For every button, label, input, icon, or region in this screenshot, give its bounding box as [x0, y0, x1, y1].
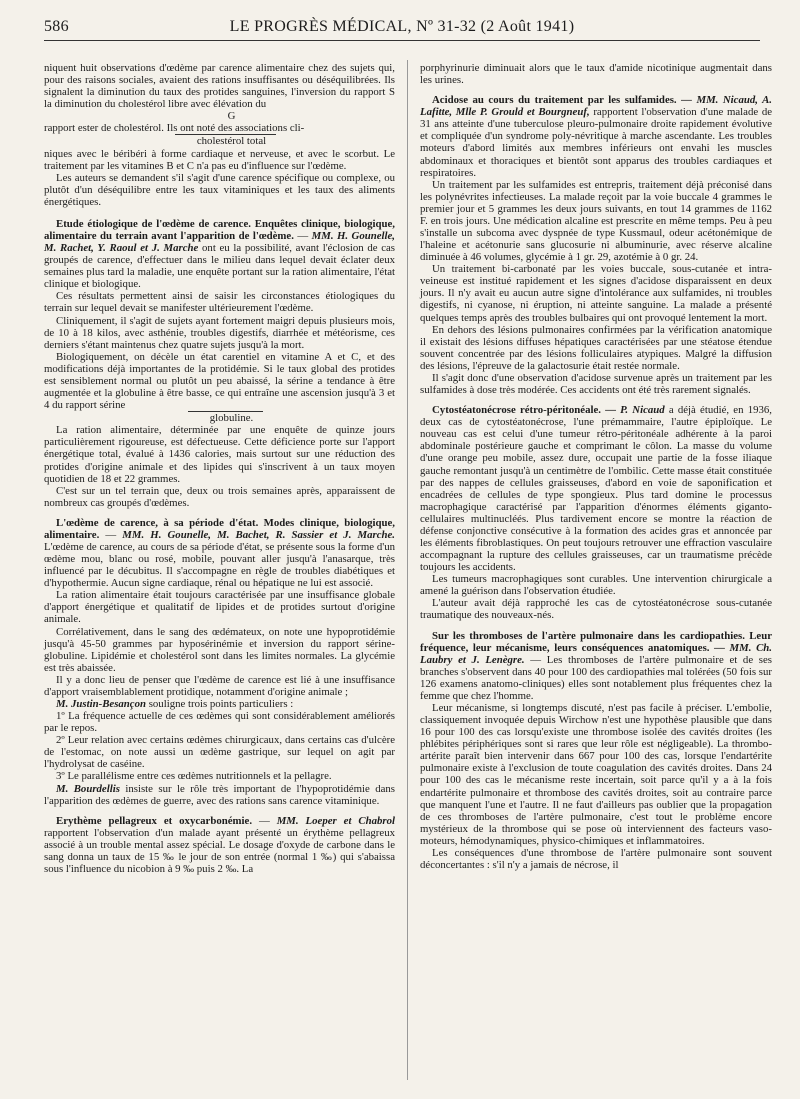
section-authors: MM. H. Gounelle, M. Bachet, R. Sassier et J. Marche. — [122, 528, 395, 541]
paragraph: 1º La fréquence actuelle de ces œdèmes qui sont considérablement améliorés par le repos. — [44, 710, 395, 735]
paragraph: porphyrinurie diminuait alors que le taux d'amide nicotinique augmentait dans les urines. — [420, 62, 772, 87]
paragraph: Leur mécanisme, si longtemps discuté, n'est pas facile à préciser. L'embolie, classiquement invoquée depuis Wirchow n'est une hypothèse plausible que dans 16 pour 100 des cas lorsqu'existe une thrombose isolée des cavités droites (les phlébites périphériques sont si rares que leur rôle est négligeable). La thrombo-artérite paraît bien intervenir dans 667 pour 100 des cas, lorsque l'endartérite pulmonaire existe à l'exclusion de toute coagulation des cavités droites. Dans 24 pour 100 des cas le mécanisme reste incertain, soit parce qu'il y a à la fois endartérite pulmonaire et thrombose des cavités droites, soit au contraire parce que manquent l'une et l'autre. Il ne faut d'ailleurs pas oublier que la propagation de ces thromboses de l'artère pulmonaire, c'est tout le problème encore mystérieux de la thrombose qui se pose où interviennent des facteurs vaso-moteurs, hémodynamiques, physico-chimiques et inflammatoires. — [420, 701, 772, 847]
paragraph: La ration alimentaire, déterminée par une enquête de quinze jours particulièrement rigoureuse, est défectueuse. Cette déficience porte sur l'apport énergétique total, évalué à 1436 calories, mais surtout sur une réduction des protides d'origine animale et des lipides qui s'inscrivent à un taux moyen quotidien de 18 et 22 grammes. — [44, 424, 395, 485]
paragraph: M. Bourdellis insiste sur le rôle très important de l'hypoprotidémie dans l'apparition des œdèmes de guerre, avec des rations sans carence vitaminique. — [44, 782, 396, 807]
section-title: Sur les thromboses de l'artère pulmonaire dans les cardiopathies. Leur fréquence, leur mécanisme, leurs conséquences anatomiques. — [420, 629, 772, 654]
left-column — [44, 62, 395, 875]
section-authors: — MM. Ch. Laubry et J. Lenègre. — [420, 641, 772, 666]
formula-denominator: globuline. — [44, 411, 395, 424]
paragraph: Biologiquement, on décèle un état carentiel en vitamine A et C, et des modifications déjà importantes de la protidémie. Si le taux global des protides est sensiblement normal ou plutôt un peu abaissé, la sérine a tendance à être augmentée et la globuline à être basse, ce qui entraîne une ascension jusqu'à 3 et 4 du rapport sérine — [44, 350, 395, 412]
paragraph: Un traitement bi-carbonaté par les voies buccale, sous-cutanée et intra-veineuse est institué rapidement et les signes d'acidose disparaissent en deux jours. Il n'y avait eu aucun autre signe d'intolérance aux sulfamides, ni troubles digestifs, ni cyanose, ni éruption, ni atteinte sanguine. La malade a présenté quelques temps après des troubles bulbaires qui ont provoqué lentement la mort. — [420, 263, 772, 324]
paragraph: Corrélativement, dans le sang des œdémateux, on note une hypoprotidémie jusqu'à 45-50 grammes par hyposérinémie et inversion du rapport sérine-globuline. Lipidémie et cholestérol sont dans les limites normales. La glycémie est très abaissée. — [44, 625, 395, 674]
section-authors: MM. Loeper et Chabrol — [276, 814, 395, 827]
section-authors: — P. Nicaud — [605, 404, 665, 417]
paragraph: Ces résultats permettent ainsi de saisir les circonstances étiologiques du terrain sur lequel devait se manifester ultérieurement l'œdème. — [44, 290, 395, 315]
paragraph: Il s'agit donc d'une observation d'acidose survenue après un traitement par les sulfamides à dose très modérée. Ces accidents ont été très rarement signalés. — [420, 371, 772, 397]
paragraph: 2º Leur relation avec certains œdèmes chirurgicaux, dans certains cas d'ulcère de l'estomac, on note aussi un œdème gastrique, sur lequel on agit par l'hydrolysat de caséine. — [44, 734, 395, 771]
paragraph: rapport ester de cholestérol. Ils ont noté des associations cli- — [44, 122, 305, 135]
paragraph: L'auteur avait déjà rapproché les cas de cytostéatonécrose sous-cutanée traumatique des nouveaux-nés. — [420, 597, 772, 622]
paragraph: 3º Le parallélisme entre ces œdèmes nutritionnels et la pellagre. — [56, 770, 332, 783]
right-column — [420, 62, 772, 871]
paragraph: Les conséquences d'une thrombose de l'artère pulmonaire sont souvent déconcertantes : s'il n'y a jamais de nécrose, il — [420, 846, 772, 871]
section-title: Etude étiologique de l'œdème de carence. Enquêtes clinique, biologique, alimentaire du terrain avant l'apparition de l'œdème. — [44, 217, 395, 243]
section-authors: — MM. Nicaud, A. Lafitte, Mlle P. Grould et Bourgneuf, — [420, 94, 772, 119]
section-title: Cytostéatonécrose rétro-péritonéale. — [432, 404, 601, 417]
section-abstract: L'œdème de carence, à sa période d'état. Modes clinique, biologique, alimentaire. — MM. H. Gounelle, M. Bachet, R. Sassier et J. Marche. L'œdème de carence, au cours de sa période d'état, se présente sous la forme d'un œdème mou, blanc ou rosé, mobile, pouvant aller jusqu'à l'anasarque, très influencé par le décubitus. Il s'accompagne en règle de troubles diabétiques et d'hypothermie. Aucun signe cardiaque, rénal ou hépatique ne lui est associé. — [44, 516, 395, 590]
header-rule — [44, 40, 760, 41]
paragraph: Les auteurs se demandent s'il s'agit d'une carence spécifique ou complexe, ou plutôt d'un déséquilibre entre les taux vitaminiques et les taux des aliments énergétiques. — [44, 171, 395, 208]
section-abstract: Sur les thromboses de l'artère pulmonaire dans les cardiopathies. Leur fréquence, leur mécanisme, leurs conséquences anatomiques. — MM. Ch. Laubry et J. Lenègre. — Les thromboses de l'artère pulmonaire et de ses branches s'observent dans 40 pour 100 des cardiopathies mal tolérées (50 fois sur 126 examens anatomo-cliniques) elles sont notablement plus fréquentes chez la femme que chez l'homme. — [420, 629, 772, 702]
paragraph: Cliniquement, il s'agit de sujets ayant fortement maigri depuis plusieurs mois, de 10 à 18 kilos, avec asthénie, troubles digestifs, diarrhée et météorisme, ces derniers s'étant maintenus chez quatre sujets jusqu'à la mort. — [44, 314, 395, 351]
section-abstract: Acidose au cours du traitement par les sulfamides. — MM. Nicaud, A. Lafitte, Mlle P. Grould et Bourgneuf, rapportent l'observation d'une malade de 31 ans atteinte d'une tuberculose pleuro-pulmonaire droite rapidement évolutive et compliquée d'un syndrome poly-névritique à marche ascendante. Les troubles moteurs d'abord limités aux membres inférieurs ont envahi les muscles abdominaux et thoraciques et bientôt sont apparus des troubles cardiaques et respiratoires. — [420, 94, 773, 179]
section-title: L'œdème de carence, à sa période d'état. Modes clinique, biologique, alimentaire. — [44, 516, 395, 541]
column-separator — [407, 60, 408, 1080]
paragraph: M. Justin-Besançon souligne trois points particuliers : — [56, 697, 294, 710]
paragraph: En dehors des lésions pulmonaires confirmées par la vérification anatomique il existait des lésions diffuses hépatiques caractérisées par une stéatose étendue souvent concentrée par des lésions folliculaires atypiques. Malgré la diffusion des lésions, l'épreuve de la galactosurie était restée normale. — [420, 323, 772, 372]
formula-numerator: G — [227, 110, 236, 123]
section-title: Acidose au cours du traitement par les sulfamides. — [432, 94, 677, 107]
paragraph: Les tumeurs macrophagiques sont curables. Une intervention chirurgicale a amené la guérison dans l'observation étudiée. — [420, 573, 772, 598]
section-abstract: Cytostéatonécrose rétro-péritonéale. — P. Nicaud a déjà étudié, en 1936, deux cas de cytostéatonécrose, l'une prémammaire, l'autre épiploïque. Le nouveau cas est celui d'une tumeur rétro-péritonéale adhérente à la paroi abdominale postérieure gauche et comprimant le côlon. La masse du volume d'une orange peu mobile, assez dure, occupait une partie de la fosse iliaque gauche remontant jusqu'à un centimètre de l'ombilic. Cette masse était constituée par des nappes de cellules graisseuses, d'abord en voie de saponification et encadrées de cellules de type spongieux. Plus tard domine le processus macrophagique caractérisé par l'apparition d'énormes éléments giganto-cellulaires multinucléés. Plus tardivement encore se montre la réaction de défense conjonctive consécutive à la formation des acides gras et annoncée par les éléments fibroblastiques. On peut toujours retrouver une effraction vasculaire accompagnant la rupture des cellules graisseuses, car un traumatisme précède toujours les accidents. — [420, 404, 772, 574]
paragraph: La ration alimentaire était toujours caractérisée par une insuffisance globale d'apport énergétique et qualitatif de lipides et de protides surtout d'origine animale. — [44, 589, 395, 626]
journal-title: LE PROGRÈS MÉDICAL, Nº 31-32 (2 Août 1941) — [229, 18, 575, 35]
section-authors: MM. H. Gounelle, M. Rachet, Y. Raoul et J. Marche — [44, 230, 396, 255]
section-abstract: Etude étiologique de l'œdème de carence. Enquêtes clinique, biologique, alimentaire du terrain avant l'apparition de l'œdème. — MM. H. Gounelle, M. Rachet, Y. Raoul et J. Marche ont eu la possibilité, avant l'éclosion de cas groupés de carence, d'effectuer dans le milieu dans lequel devait éclater deux semaines plus tard la maladie, une enquête portant sur la ration alimentaire, l'état clinique et biologique. — [44, 217, 396, 291]
paragraph: niques avec le béribéri à forme cardiaque et nerveuse, et avec le scorbut. Le traitement par les vitamines B et C n'a pas eu d'influence sur l'œdème. — [44, 147, 395, 172]
paragraph: Un traitement par les sulfamides est entrepris, traitement déjà préconisé dans les polynévrites infectieuses. La malade reçoit par la voie buccale 4 grammes le premier jour et 5 grammes les deux jours suivants, en tout 14 grammes de 1162 F. en trois jours. Une médication alcaline est prescrite en même temps. Peu à peu s'installe un subcoma avec dyspnée de type Kussmaul, odeur acétonémique de l'haleine et acétonurie sans glucosurie ni albuminurie, avec réserve alcaline diminuée à 46 volumes, glycémie à 1 gr. 29, azotémie à 0 gr. 24. — [420, 178, 772, 264]
section-abstract: Erythème pellagreux et oxycarbonémie. — MM. Loeper et Chabrol rapportent l'observation d'un malade ayant présenté un érythème pellagreux associé à un trouble mental assez spécial. Le dosage d'oxyde de carbone dans le sang donna un taux de 15 ‰ le jour de son entrée (normal 1 ‰) qui s'abaissa sous l'influence du nicobion à 9 ‰ puis 2 ‰. La — [44, 814, 395, 875]
running-header — [44, 12, 760, 40]
section-title: Erythème pellagreux et oxycarbonémie. — [56, 814, 253, 827]
paragraph: Il y a donc lieu de penser que l'œdème de carence est lié à une insuffisance d'apport vraisemblablement protidique, notamment d'origine animale ; — [44, 673, 395, 698]
paragraph: C'est sur un tel terrain que, deux ou trois semaines après, apparaissent de nombreux cas groupés d'œdèmes. — [44, 484, 395, 509]
formula-denominator: cholestérol total — [44, 134, 395, 147]
paragraph: niquent huit observations d'œdème par carence alimentaire chez des sujets qui, pour des raisons sociales, avaient des rations insuffisantes ou déséquilibrées. Ils signalent la diminution du taux des protides sanguines, l'inversion du rapport S la diminution du cholestérol libre avec élévation du — [44, 62, 395, 111]
page-number: 586 — [44, 18, 69, 35]
